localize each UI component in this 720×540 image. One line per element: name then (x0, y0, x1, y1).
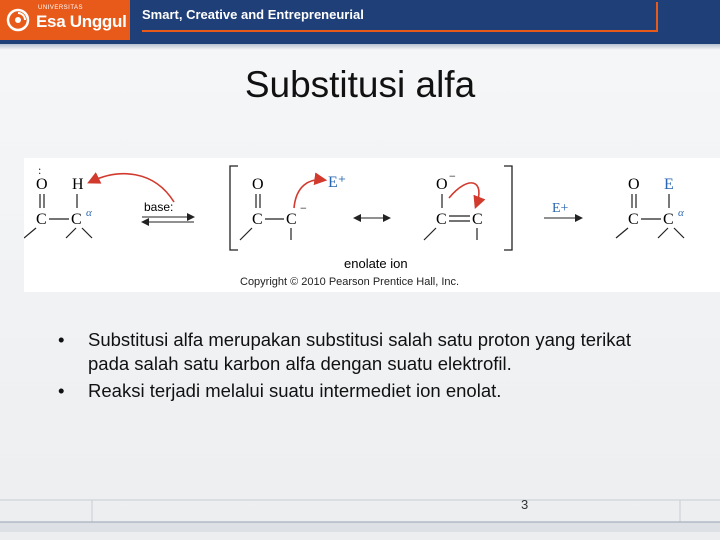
svg-text:C: C (436, 211, 447, 228)
oxygen-label: O (36, 176, 48, 193)
bullet-item (58, 379, 648, 403)
slide-title: Substitusi alfa (244, 64, 476, 105)
tagline: Smart, Creative and Entrepreneurial (142, 7, 364, 22)
logo-subtitle: UNIVERSITAS (38, 5, 84, 11)
header-shadow (0, 44, 720, 50)
bullet-text: Substitusi alfa merupakan substitusi salah satu proton yang terikat pada salah satu karbon alfa dengan suatu elektrofil. (88, 329, 631, 374)
alpha-carbon-label: C (71, 211, 82, 228)
svg-text:O: O (436, 176, 448, 193)
university-logo (0, 0, 130, 40)
bullet-marker: • (58, 380, 65, 401)
svg-text:C: C (663, 211, 674, 228)
svg-text:C: C (252, 211, 263, 228)
electrophile-label: E⁺ (328, 174, 347, 191)
svg-text:O: O (252, 176, 264, 193)
svg-text:−: − (449, 169, 456, 183)
alpha-substituted-product (616, 176, 684, 238)
hydrogen-label: H (72, 176, 84, 193)
bullet-marker: • (58, 329, 65, 350)
enolate-carbanion-form (240, 174, 346, 240)
enolate-label: enolate ion (344, 256, 408, 271)
bullet-list (58, 328, 648, 406)
svg-text::: : (38, 163, 42, 177)
logo-emblem-icon (6, 8, 30, 32)
svg-text:−: − (300, 201, 307, 215)
footer-decoration (0, 496, 720, 540)
header-divider-end (656, 2, 658, 32)
reactant-ketone (24, 163, 92, 238)
bullet-text: Reaksi terjadi melalui suatu intermediet ion enolat. (88, 380, 502, 401)
carbonyl-carbon-label: C (36, 211, 47, 228)
header-bar (0, 0, 720, 44)
svg-text:C: C (286, 211, 297, 228)
logo-text: Esa Unggul (36, 12, 127, 31)
svg-text:E: E (664, 176, 674, 193)
svg-text:C: C (472, 211, 483, 228)
enolate-oxyanion-form (424, 169, 483, 240)
electrophile-label-2: E+ (552, 201, 569, 216)
copyright-note: Copyright © 2010 Pearson Prentice Hall, Inc. (240, 276, 460, 288)
reaction-diagram (24, 158, 720, 292)
svg-text:C: C (628, 211, 639, 228)
bullet-item (58, 328, 648, 376)
page-number: 3 (521, 497, 529, 512)
proton-abstraction-arrow (90, 174, 174, 202)
alpha-label: α (86, 207, 92, 219)
svg-text:O: O (628, 176, 640, 193)
reaction-scheme (24, 158, 720, 292)
svg-text:α: α (678, 207, 684, 219)
header-divider (142, 30, 658, 32)
base-label: base: (144, 200, 174, 214)
